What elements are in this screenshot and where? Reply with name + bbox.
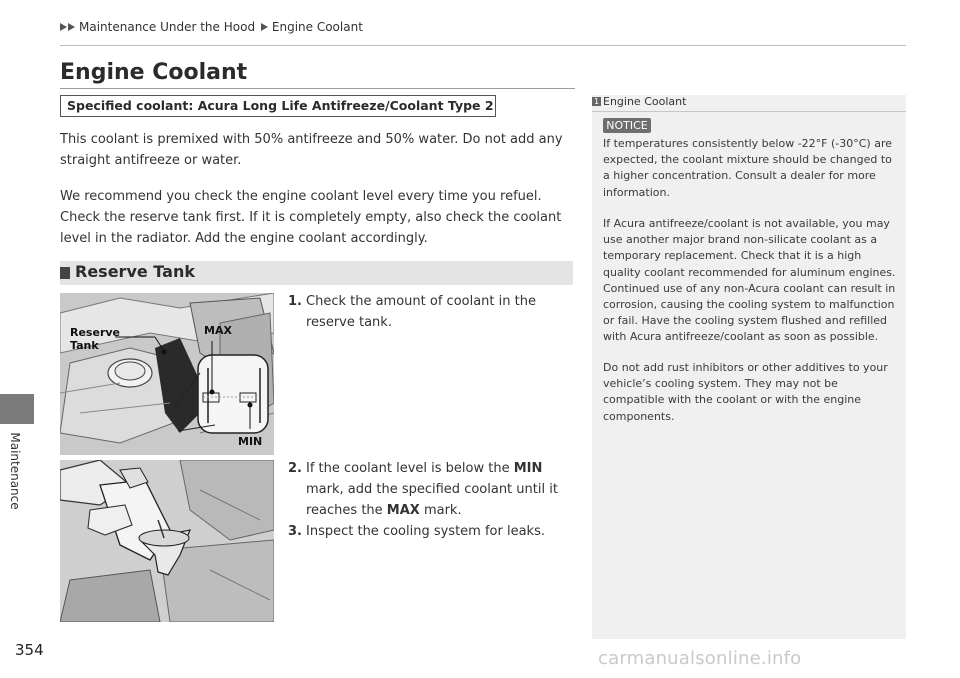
step-1 <box>288 291 576 333</box>
max-mark-label: MAX <box>386 503 420 518</box>
step-number: 1. <box>288 294 302 309</box>
triangle-right-icon <box>60 23 67 31</box>
step-text-mid: mark, add the specified coolant until it reaches the <box>306 482 558 518</box>
note-paragraph-temperature: If temperatures consistently below -22°F (-30°C) are expected, the coolant mixture should be changed to a higher concentration. Consult a dealer for more information. <box>603 137 893 199</box>
callout-reserve-line1: Reserve <box>70 326 120 339</box>
notice-badge: NOTICE <box>603 118 651 133</box>
pouring-drawing <box>60 460 274 622</box>
step-number: 2. <box>288 461 302 476</box>
side-tab-text: Maintenance <box>8 432 22 510</box>
note-heading <box>592 95 686 108</box>
note-divider <box>592 111 906 112</box>
header-divider <box>60 45 906 46</box>
note-reference-icon: 1 <box>593 97 600 106</box>
callout-reserve-line2: Tank <box>70 339 99 352</box>
note-paragraph-replacement: If Acura antifreeze/coolant is not available, you may use another major brand non-silicate coolant as a temporary replacement. Check that it is a high quality coolant recommended for aluminum engines. Continued use of any non-Acura coolant can result in corrosion, causing the cooling system to malfunction or fail. Have the cooling system flushed and refilled with Acura antifreeze/coolant as soon as possible. <box>603 217 896 344</box>
engine-bay-drawing <box>60 293 274 455</box>
section-header-reserve-tank <box>60 261 573 285</box>
step-3 <box>288 521 576 542</box>
specified-coolant-box: Specified coolant: Acura Long Life Antifreeze/Coolant Type 2 <box>60 95 496 117</box>
section-title: Reserve Tank <box>75 262 195 281</box>
adding-coolant-illustration <box>60 460 274 622</box>
recommendation-paragraph: We recommend you check the engine coolant level every time you refuel. Check the reserve tank first. If it is completely empty, also check the coolant level in the radiator. Add the engine coolant accordingly. <box>60 189 562 246</box>
triangle-right-icon <box>261 23 268 31</box>
intro-paragraph: This coolant is premixed with 50% antifreeze and 50% water. Do not add any straight antifreeze or water. <box>60 132 563 168</box>
square-bullet-icon <box>60 267 70 279</box>
page-number: 354 <box>15 641 44 659</box>
side-tab-marker <box>0 394 34 424</box>
callout-min: MIN <box>238 435 263 448</box>
step-text: Inspect the cooling system for leaks. <box>306 524 545 539</box>
title-divider <box>60 88 575 89</box>
watermark: carmanualsonline.info <box>598 648 802 669</box>
callout-max: MAX <box>204 324 232 337</box>
breadcrumb-item-engine-coolant[interactable]: Engine Coolant <box>271 20 363 34</box>
step-list-1 <box>288 291 576 333</box>
step-text: Check the amount of coolant in the reserve tank. <box>306 294 536 330</box>
page-title: Engine Coolant <box>60 60 248 85</box>
min-mark-label: MIN <box>513 461 543 476</box>
triangle-right-icon <box>68 23 75 31</box>
step-list-2 <box>288 458 576 542</box>
step-2 <box>288 458 576 521</box>
reserve-tank-illustration <box>60 293 274 455</box>
side-tab-label <box>2 426 28 516</box>
step-text-post: mark. <box>419 503 462 518</box>
step-number: 3. <box>288 524 302 539</box>
note-paragraph-additives: Do not add rust inhibitors or other additives to your vehicle’s cooling system. They may not be compatible with the coolant or with the engine components. <box>603 361 888 423</box>
callout-reserve-tank <box>70 326 120 352</box>
note-heading-text: Engine Coolant <box>603 95 687 108</box>
breadcrumb <box>60 20 363 34</box>
breadcrumb-item-maintenance-under-hood[interactable]: Maintenance Under the Hood <box>79 20 256 34</box>
step-text-pre: If the coolant level is below the <box>306 461 514 476</box>
